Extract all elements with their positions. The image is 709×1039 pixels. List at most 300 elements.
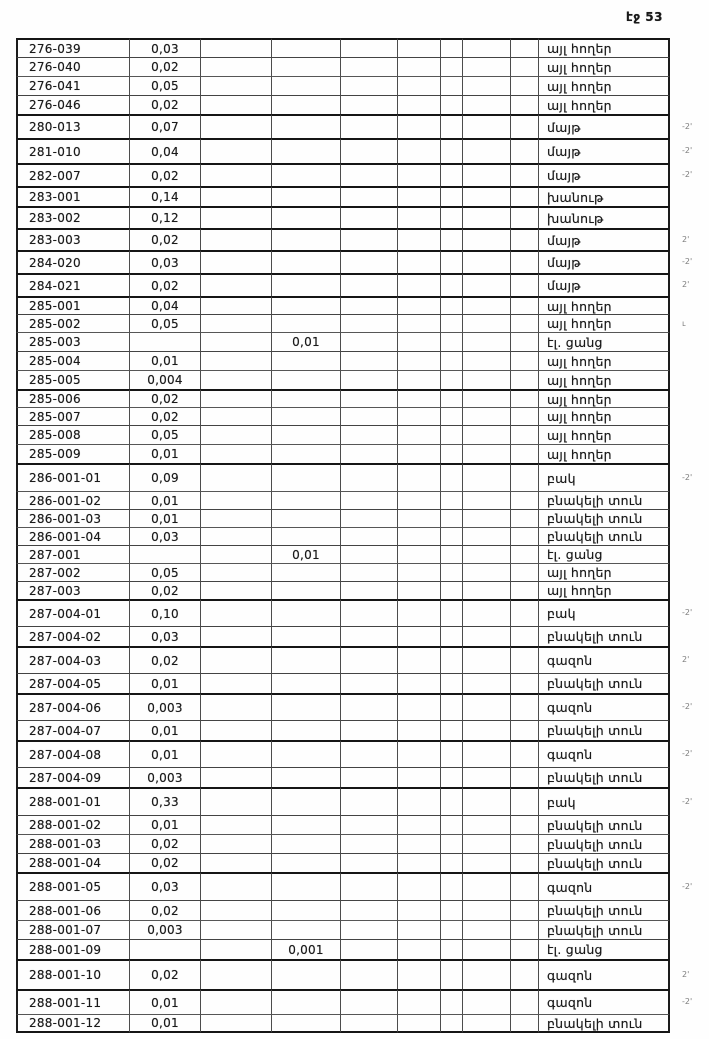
- empty-cell: [340, 720, 397, 740]
- parcel-code-cell: 276-039: [16, 38, 129, 57]
- area-value-cell: 0,01: [129, 491, 200, 509]
- empty-cell: [397, 581, 440, 599]
- empty-cell: [462, 626, 510, 646]
- table-row: [16, 57, 708, 76]
- network-value-cell: [271, 920, 340, 939]
- empty-cell: [200, 1014, 271, 1033]
- empty-cell: [340, 527, 397, 545]
- parcel-code-cell: 288-001-02: [16, 815, 129, 834]
- table-row: [16, 581, 708, 599]
- empty-cell: [462, 872, 510, 900]
- empty-cell: [510, 581, 538, 599]
- network-value-cell: [271, 581, 340, 599]
- empty-cell: [397, 273, 440, 296]
- empty-cell: [200, 250, 271, 273]
- empty-cell: [340, 815, 397, 834]
- parcel-code-cell: 282-007: [16, 163, 129, 186]
- margin-annotation: 2': [682, 280, 690, 289]
- margin-annotation: [670, 444, 708, 463]
- empty-cell: [462, 787, 510, 815]
- land-use-label-cell: էլ. ցանց: [538, 939, 670, 959]
- table-row: [16, 920, 708, 939]
- empty-cell: [340, 740, 397, 767]
- area-value-cell: 0,02: [129, 95, 200, 114]
- network-value-cell: [271, 720, 340, 740]
- parcel-code-cell: 287-004-07: [16, 720, 129, 740]
- empty-cell: [440, 900, 462, 920]
- margin-annotation: [670, 370, 708, 389]
- empty-cell: [397, 853, 440, 872]
- empty-cell: [340, 163, 397, 186]
- network-value-cell: [271, 38, 340, 57]
- empty-cell: [462, 646, 510, 673]
- margin-annotation: -2': [682, 146, 693, 155]
- parcel-code-cell: 288-001-11: [16, 989, 129, 1014]
- network-value-cell: [271, 228, 340, 250]
- network-value-cell: [271, 509, 340, 527]
- empty-cell: [397, 900, 440, 920]
- margin-annotation: [670, 186, 708, 206]
- empty-cell: [462, 545, 510, 563]
- empty-cell: [462, 673, 510, 693]
- empty-cell: [462, 491, 510, 509]
- empty-cell: [340, 509, 397, 527]
- empty-cell: [200, 563, 271, 581]
- empty-cell: [340, 599, 397, 626]
- empty-cell: [200, 834, 271, 853]
- empty-cell: [440, 38, 462, 57]
- network-value-cell: [271, 389, 340, 407]
- empty-cell: [340, 38, 397, 57]
- empty-cell: [397, 527, 440, 545]
- margin-annotation: [670, 563, 708, 581]
- empty-cell: [462, 989, 510, 1014]
- area-value-cell: 0,03: [129, 250, 200, 273]
- empty-cell: [510, 599, 538, 626]
- margin-annotation: [670, 673, 708, 693]
- empty-cell: [340, 920, 397, 939]
- empty-cell: [510, 527, 538, 545]
- empty-cell: [510, 720, 538, 740]
- empty-cell: [462, 228, 510, 250]
- empty-cell: [440, 767, 462, 787]
- empty-cell: [440, 815, 462, 834]
- margin-annotation: [670, 1014, 708, 1033]
- empty-cell: [200, 527, 271, 545]
- page-number: էջ 53: [625, 10, 663, 24]
- empty-cell: [440, 407, 462, 425]
- empty-cell: [200, 959, 271, 989]
- empty-cell: [510, 273, 538, 296]
- parcel-code-cell: 285-005: [16, 370, 129, 389]
- area-value-cell: 0,02: [129, 900, 200, 920]
- empty-cell: [340, 228, 397, 250]
- empty-cell: [200, 444, 271, 463]
- land-use-label-cell: այլ հողեր: [538, 57, 670, 76]
- network-value-cell: [271, 626, 340, 646]
- empty-cell: [397, 76, 440, 95]
- empty-cell: [440, 673, 462, 693]
- network-value-cell: [271, 425, 340, 444]
- table-row: [16, 332, 708, 351]
- table-row: [16, 693, 708, 720]
- margin-annotation: [670, 351, 708, 370]
- empty-cell: [510, 250, 538, 273]
- empty-cell: [397, 38, 440, 57]
- empty-cell: [340, 389, 397, 407]
- land-use-label-cell: մայթ: [538, 250, 670, 273]
- land-use-label-cell: մայթ: [538, 273, 670, 296]
- land-use-label-cell: այլ հողեր: [538, 76, 670, 95]
- margin-annotation: [670, 545, 708, 563]
- parcel-code-cell: 276-046: [16, 95, 129, 114]
- empty-cell: [200, 463, 271, 491]
- table-row: [16, 114, 708, 138]
- empty-cell: [440, 76, 462, 95]
- area-value-cell: 0,04: [129, 296, 200, 314]
- empty-cell: [510, 563, 538, 581]
- empty-cell: [397, 444, 440, 463]
- empty-cell: [440, 186, 462, 206]
- empty-cell: [462, 939, 510, 959]
- margin-annotation: [670, 332, 708, 351]
- table-row: [16, 351, 708, 370]
- empty-cell: [200, 273, 271, 296]
- empty-cell: [510, 114, 538, 138]
- network-value-cell: [271, 787, 340, 815]
- area-value-cell: 0,01: [129, 740, 200, 767]
- empty-cell: [340, 673, 397, 693]
- margin-annotation: -2': [682, 170, 693, 179]
- land-use-label-cell: բնակելի տուն: [538, 834, 670, 853]
- table-row: [16, 314, 708, 332]
- network-value-cell: [271, 407, 340, 425]
- table-row: [16, 509, 708, 527]
- empty-cell: [397, 693, 440, 720]
- parcel-code-cell: 287-003: [16, 581, 129, 599]
- empty-cell: [200, 853, 271, 872]
- empty-cell: [440, 693, 462, 720]
- empty-cell: [200, 57, 271, 76]
- parcel-code-cell: 288-001-12: [16, 1014, 129, 1033]
- land-use-label-cell: բնակելի տուն: [538, 815, 670, 834]
- area-value-cell: 0,01: [129, 1014, 200, 1033]
- empty-cell: [200, 720, 271, 740]
- table-row: [16, 787, 708, 815]
- table-row: [16, 370, 708, 389]
- empty-cell: [440, 250, 462, 273]
- area-value-cell: 0,02: [129, 228, 200, 250]
- empty-cell: [340, 900, 397, 920]
- empty-cell: [340, 989, 397, 1014]
- empty-cell: [200, 815, 271, 834]
- empty-cell: [340, 787, 397, 815]
- margin-annotation: [670, 206, 708, 228]
- table-row: [16, 599, 708, 626]
- empty-cell: [397, 138, 440, 163]
- empty-cell: [397, 370, 440, 389]
- area-value-cell: 0,02: [129, 57, 200, 76]
- empty-cell: [340, 834, 397, 853]
- parcel-code-cell: 285-009: [16, 444, 129, 463]
- land-use-label-cell: բնակելի տուն: [538, 527, 670, 545]
- empty-cell: [200, 114, 271, 138]
- parcel-code-cell: 285-003: [16, 332, 129, 351]
- land-use-label-cell: այլ հողեր: [538, 389, 670, 407]
- table-row: [16, 545, 708, 563]
- empty-cell: [200, 314, 271, 332]
- empty-cell: [510, 815, 538, 834]
- empty-cell: [440, 959, 462, 989]
- empty-cell: [440, 720, 462, 740]
- empty-cell: [510, 491, 538, 509]
- land-use-label-cell: մայթ: [538, 114, 670, 138]
- empty-cell: [340, 1014, 397, 1033]
- empty-cell: [462, 599, 510, 626]
- empty-cell: [440, 95, 462, 114]
- empty-cell: [440, 872, 462, 900]
- margin-annotation: [670, 853, 708, 872]
- table-row: [16, 228, 708, 250]
- land-use-label-cell: գազոն: [538, 959, 670, 989]
- empty-cell: [440, 545, 462, 563]
- empty-cell: [440, 206, 462, 228]
- empty-cell: [397, 95, 440, 114]
- empty-cell: [440, 853, 462, 872]
- empty-cell: [200, 740, 271, 767]
- table-row: [16, 939, 708, 959]
- table-row: [16, 1014, 708, 1033]
- empty-cell: [200, 351, 271, 370]
- area-value-cell: 0,02: [129, 646, 200, 673]
- land-use-label-cell: գազոն: [538, 872, 670, 900]
- table-row: [16, 444, 708, 463]
- empty-cell: [397, 389, 440, 407]
- network-value-cell: [271, 853, 340, 872]
- table-row: [16, 834, 708, 853]
- parcel-code-cell: 287-004-09: [16, 767, 129, 787]
- network-value-cell: [271, 646, 340, 673]
- margin-annotation: [670, 834, 708, 853]
- area-value-cell: 0,004: [129, 370, 200, 389]
- table-row: [16, 527, 708, 545]
- empty-cell: [440, 114, 462, 138]
- margin-annotation: -2': [682, 881, 693, 891]
- parcel-code-cell: 280-013: [16, 114, 129, 138]
- parcel-code-cell: 288-001-09: [16, 939, 129, 959]
- table-row: [16, 989, 708, 1014]
- land-use-label-cell: բնակելի տուն: [538, 509, 670, 527]
- empty-cell: [440, 463, 462, 491]
- empty-cell: [340, 425, 397, 444]
- table-row: [16, 463, 708, 491]
- margin-annotation: [670, 509, 708, 527]
- parcel-code-cell: 281-010: [16, 138, 129, 163]
- margin-annotation: [670, 76, 708, 95]
- network-value-cell: [271, 57, 340, 76]
- empty-cell: [397, 599, 440, 626]
- area-value-cell: 0,02: [129, 853, 200, 872]
- empty-cell: [397, 491, 440, 509]
- table-row: [16, 740, 708, 767]
- table-row: [16, 296, 708, 314]
- parcel-code-cell: 283-003: [16, 228, 129, 250]
- area-value-cell: 0,05: [129, 314, 200, 332]
- empty-cell: [510, 425, 538, 444]
- parcel-code-cell: 285-002: [16, 314, 129, 332]
- empty-cell: [340, 114, 397, 138]
- empty-cell: [510, 138, 538, 163]
- parcel-code-cell: 287-004-06: [16, 693, 129, 720]
- table-row: [16, 853, 708, 872]
- empty-cell: [462, 76, 510, 95]
- empty-cell: [510, 407, 538, 425]
- margin-annotation: [670, 95, 708, 114]
- parcel-code-cell: 288-001-04: [16, 853, 129, 872]
- table-row: [16, 389, 708, 407]
- margin-annotation: [670, 407, 708, 425]
- margin-annotation: [670, 491, 708, 509]
- area-value-cell: 0,33: [129, 787, 200, 815]
- parcel-code-cell: 287-004-08: [16, 740, 129, 767]
- empty-cell: [200, 581, 271, 599]
- land-use-label-cell: խանութ: [538, 206, 670, 228]
- empty-cell: [200, 939, 271, 959]
- area-value-cell: 0,04: [129, 138, 200, 163]
- margin-annotation: [670, 720, 708, 740]
- table-row: [16, 95, 708, 114]
- empty-cell: [200, 509, 271, 527]
- empty-cell: [200, 646, 271, 673]
- land-use-label-cell: բակ: [538, 787, 670, 815]
- empty-cell: [440, 273, 462, 296]
- land-use-label-cell: այլ հողեր: [538, 95, 670, 114]
- empty-cell: [340, 95, 397, 114]
- empty-cell: [510, 834, 538, 853]
- empty-cell: [462, 250, 510, 273]
- empty-cell: [510, 332, 538, 351]
- empty-cell: [510, 296, 538, 314]
- network-value-cell: [271, 527, 340, 545]
- land-use-label-cell: այլ հողեր: [538, 581, 670, 599]
- margin-annotation: [670, 767, 708, 787]
- parcel-code-cell: 283-002: [16, 206, 129, 228]
- empty-cell: [340, 206, 397, 228]
- empty-cell: [200, 296, 271, 314]
- empty-cell: [462, 853, 510, 872]
- empty-cell: [510, 186, 538, 206]
- empty-cell: [200, 920, 271, 939]
- table-row: [16, 815, 708, 834]
- empty-cell: [462, 57, 510, 76]
- empty-cell: [200, 95, 271, 114]
- network-value-cell: [271, 693, 340, 720]
- area-value-cell: 0,02: [129, 959, 200, 989]
- land-use-label-cell: այլ հողեր: [538, 563, 670, 581]
- parcel-code-cell: 288-001-10: [16, 959, 129, 989]
- empty-cell: [510, 989, 538, 1014]
- land-use-label-cell: մայթ: [538, 138, 670, 163]
- empty-cell: [397, 228, 440, 250]
- empty-cell: [340, 767, 397, 787]
- empty-cell: [397, 296, 440, 314]
- empty-cell: [440, 444, 462, 463]
- network-value-cell: [271, 114, 340, 138]
- area-value-cell: 0,01: [129, 444, 200, 463]
- empty-cell: [510, 351, 538, 370]
- network-value-cell: [271, 673, 340, 693]
- land-use-label-cell: այլ հողեր: [538, 407, 670, 425]
- empty-cell: [397, 563, 440, 581]
- empty-cell: [397, 250, 440, 273]
- empty-cell: [510, 872, 538, 900]
- network-value-cell: [271, 76, 340, 95]
- empty-cell: [440, 626, 462, 646]
- empty-cell: [340, 186, 397, 206]
- network-value-cell: [271, 206, 340, 228]
- margin-annotation: -2': [682, 749, 693, 758]
- area-value-cell: 0,05: [129, 563, 200, 581]
- empty-cell: [440, 351, 462, 370]
- empty-cell: [462, 959, 510, 989]
- table-row: [16, 646, 708, 673]
- table-row: [16, 273, 708, 296]
- network-value-cell: [271, 900, 340, 920]
- area-value-cell: 0,07: [129, 114, 200, 138]
- empty-cell: [200, 186, 271, 206]
- parcel-code-cell: 288-001-06: [16, 900, 129, 920]
- empty-cell: [200, 138, 271, 163]
- parcel-code-cell: 285-004: [16, 351, 129, 370]
- land-use-label-cell: այլ հողեր: [538, 38, 670, 57]
- parcel-code-cell: 285-001: [16, 296, 129, 314]
- area-value-cell: 0,03: [129, 626, 200, 646]
- table-row: [16, 425, 708, 444]
- empty-cell: [440, 939, 462, 959]
- empty-cell: [397, 351, 440, 370]
- empty-cell: [340, 138, 397, 163]
- empty-cell: [397, 509, 440, 527]
- table-row: [16, 673, 708, 693]
- table-row: [16, 407, 708, 425]
- empty-cell: [340, 959, 397, 989]
- network-value-cell: 0,01: [271, 545, 340, 563]
- empty-cell: [440, 228, 462, 250]
- empty-cell: [440, 389, 462, 407]
- network-value-cell: [271, 815, 340, 834]
- empty-cell: [397, 872, 440, 900]
- empty-cell: [340, 296, 397, 314]
- empty-cell: [397, 673, 440, 693]
- margin-annotation: [670, 581, 708, 599]
- empty-cell: [510, 463, 538, 491]
- empty-cell: [440, 527, 462, 545]
- empty-cell: [510, 740, 538, 767]
- empty-cell: [340, 646, 397, 673]
- margin-annotation: -2': [682, 121, 693, 131]
- empty-cell: [340, 76, 397, 95]
- empty-cell: [397, 1014, 440, 1033]
- empty-cell: [200, 76, 271, 95]
- table-row: [16, 163, 708, 186]
- empty-cell: [510, 545, 538, 563]
- empty-cell: [440, 599, 462, 626]
- table-row: [16, 491, 708, 509]
- parcel-code-cell: 284-021: [16, 273, 129, 296]
- area-value-cell: 0,01: [129, 720, 200, 740]
- empty-cell: [440, 491, 462, 509]
- empty-cell: [397, 989, 440, 1014]
